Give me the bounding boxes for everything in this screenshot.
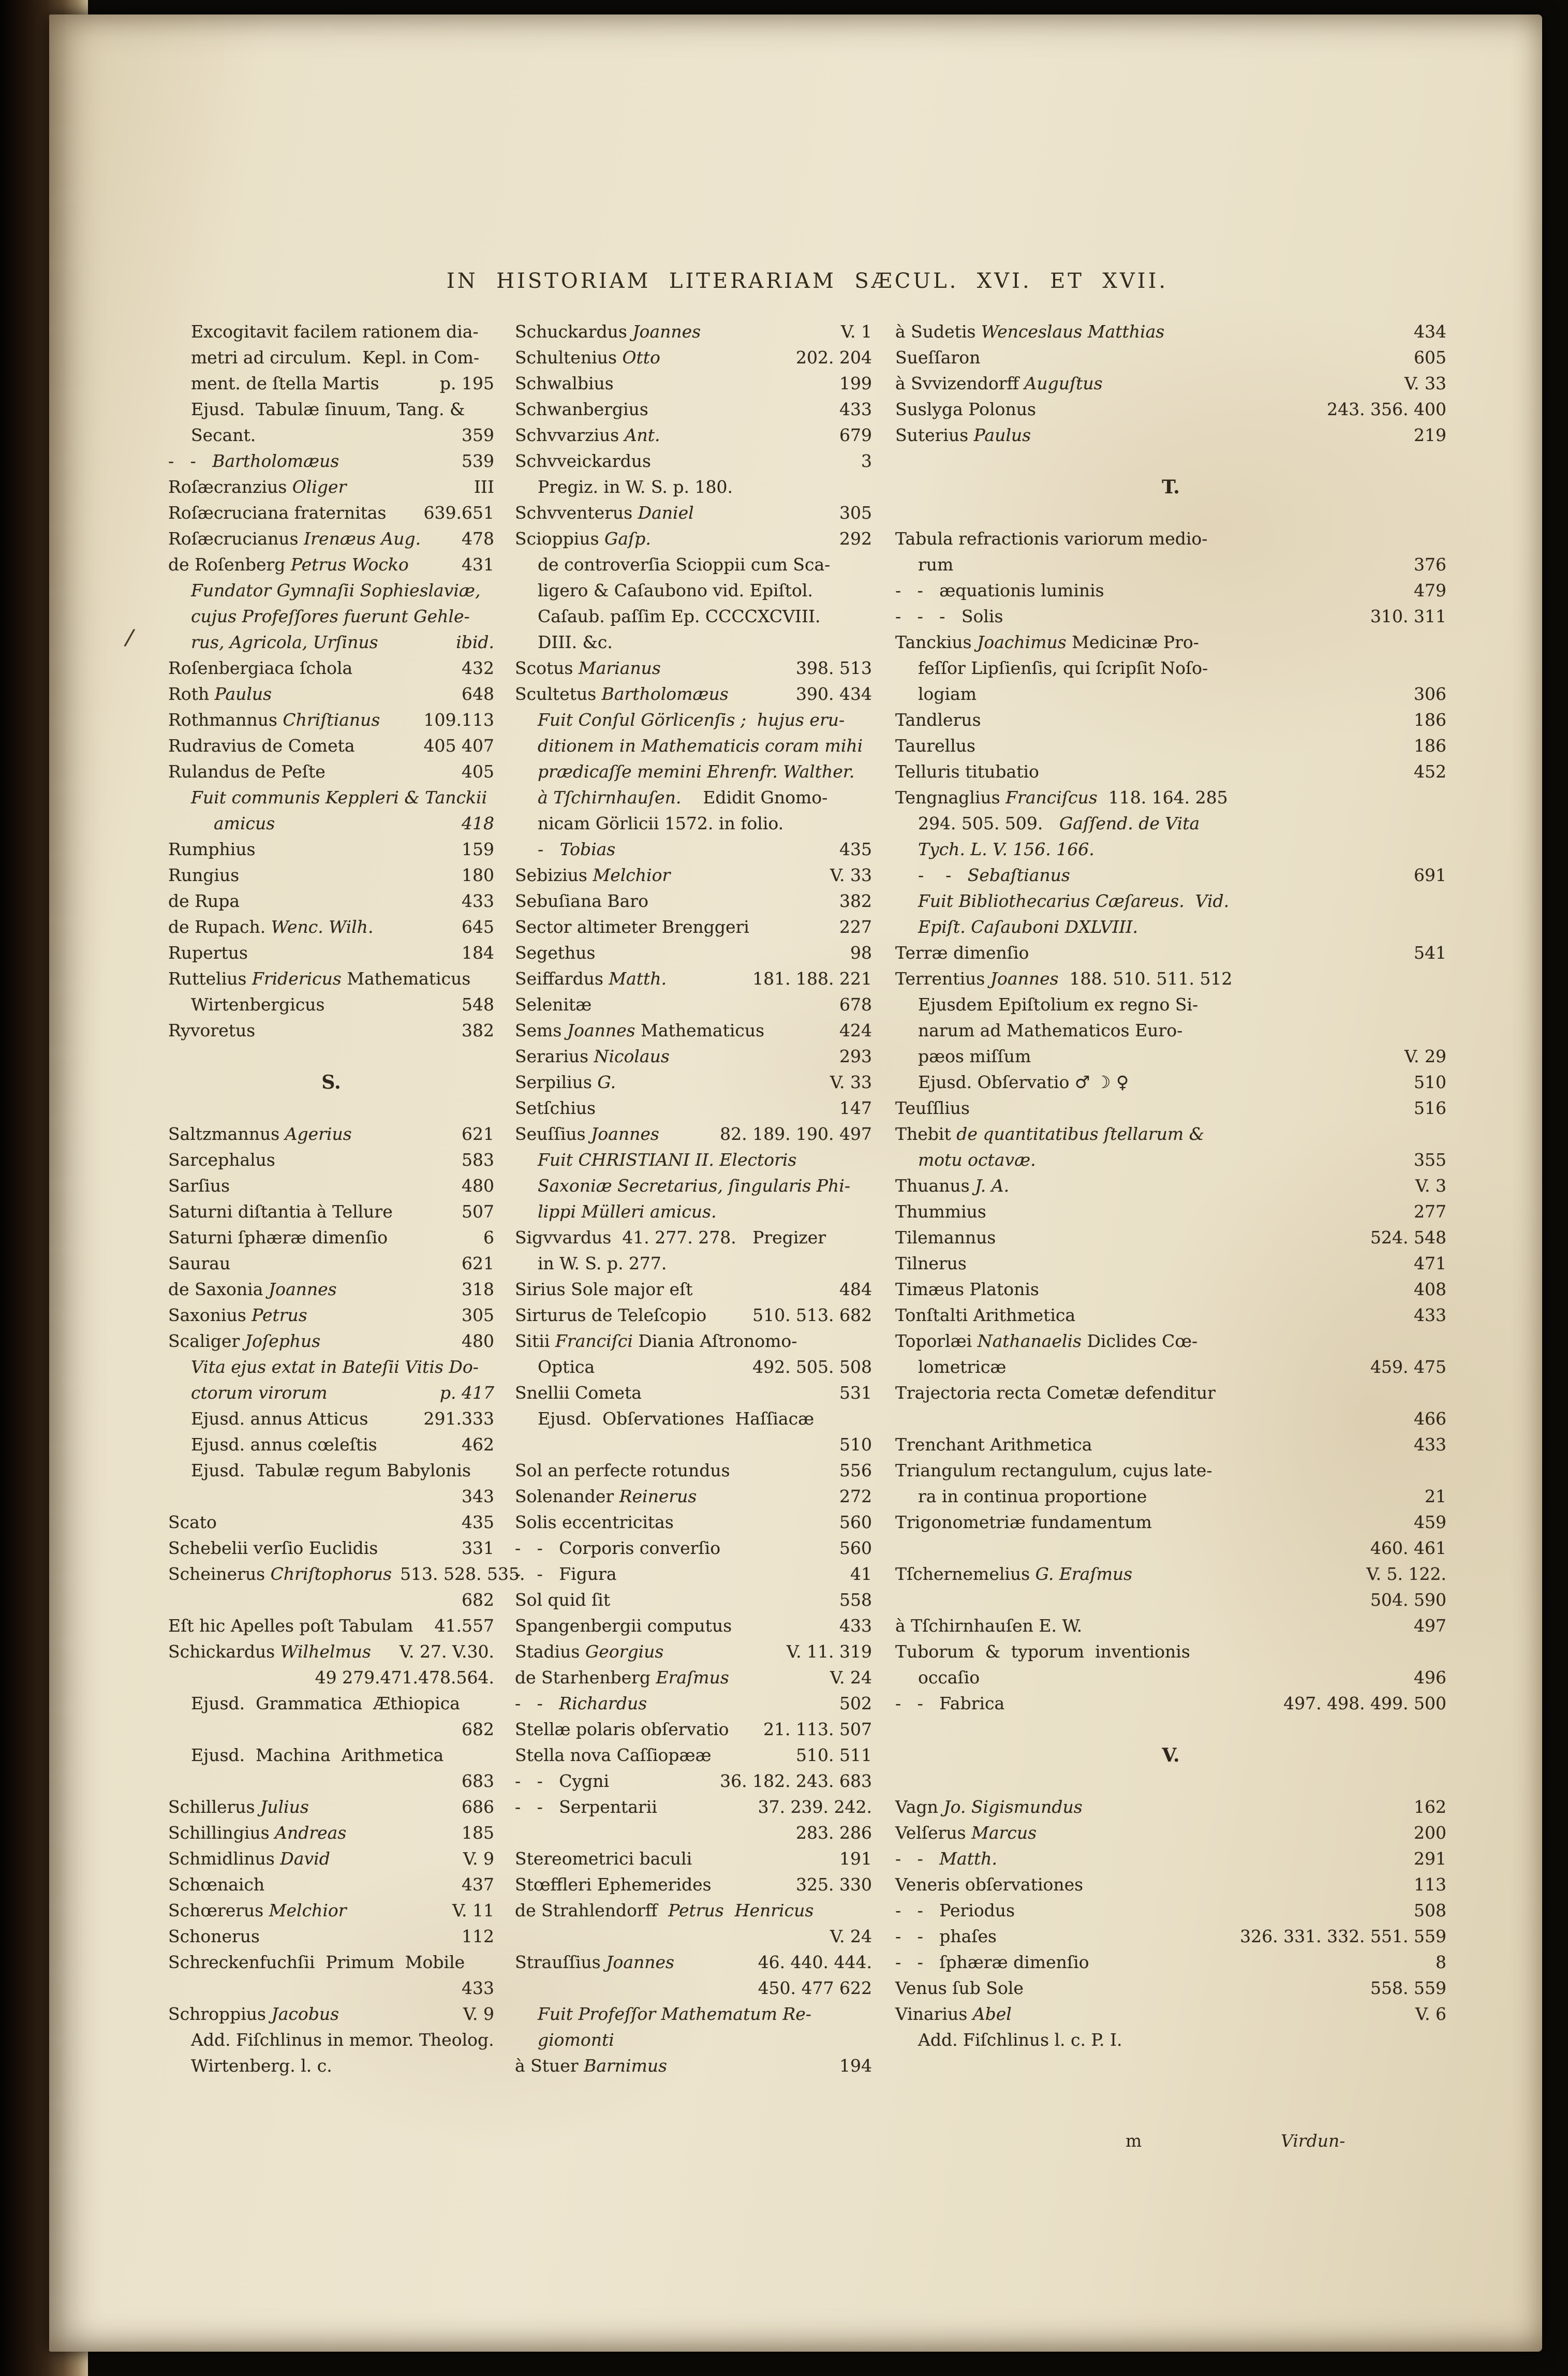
index-line: Stellæ polaris obſervatio 21. 113. 507: [515, 1719, 872, 1739]
index-line: Sigvvardus 41. 277. 278. Pregizer: [515, 1227, 826, 1248]
index-line: Pregiz. in W. S. p. 180.: [538, 477, 733, 497]
index-line: Add. Fiſchlinus l. c. P. I.: [918, 2030, 1122, 2050]
index-line: 283. 286: [796, 1823, 872, 1843]
index-line: Optica 492. 505. 508: [538, 1357, 872, 1377]
index-line: 510: [839, 1434, 872, 1455]
index-line: nicam Görlicii 1572. in folio.: [538, 813, 784, 833]
index-line: Caſaub. paſſim Ep. CCCCXCVIII.: [538, 606, 821, 626]
index-line: Segethus 98: [515, 943, 872, 963]
index-line: V. 24: [830, 1926, 872, 1946]
index-line: Schwanbergius 433: [515, 399, 872, 419]
index-line: Sirius Sole major eſt 484: [515, 1279, 872, 1299]
index-line: Sirturus de Teleſcopio 510. 513. 682: [515, 1305, 872, 1325]
index-line: 460. 461: [1370, 1538, 1446, 1558]
index-line: Scato 435: [168, 1512, 494, 1532]
index-line: Sebizius Melchior V. 33: [515, 865, 872, 885]
index-line: Scultetus Bartholomæus 390. 434: [515, 684, 872, 704]
index-line: Setſchius 147: [515, 1098, 872, 1118]
index-line: Strauſſius Joannes 46. 440. 444.: [515, 1952, 872, 1972]
index-line: Snellii Cometa 531: [515, 1383, 872, 1403]
index-line: Epiſt. Caſauboni DXLVIII.: [918, 917, 1138, 937]
index-line: Vita ejus extat in Bateſii Vitis Do-: [191, 1357, 479, 1377]
index-line: Schvveickardus 3: [515, 451, 872, 471]
index-line: - - Richardus 502: [515, 1693, 872, 1713]
index-line: - - Corporis converſio 560: [515, 1538, 872, 1558]
signature-mark: m: [1126, 2131, 1142, 2151]
spacer: [895, 448, 1446, 474]
index-line: Tilnerus 471: [895, 1253, 1446, 1273]
index-line: Spangenbergii computus 433: [515, 1616, 872, 1636]
index-line: Scioppius Gaſp. 292: [515, 529, 872, 549]
index-line: Ejusd. annus cœleſtis 462: [191, 1434, 494, 1455]
index-line: Ejusd. Obſervationes Haſſiacæ: [538, 1409, 815, 1429]
index-line: Rumphius 159: [168, 839, 494, 859]
index-line: Ejusd. annus Atticus 291.333: [191, 1409, 494, 1429]
index-line: metri ad circulum. Kepl. in Com-: [191, 347, 480, 368]
index-line: Roſæcruciana fraternitas 639.651: [168, 503, 494, 523]
index-line: 682: [462, 1719, 494, 1739]
index-line: Taurellus 186: [895, 736, 1446, 756]
index-line: Saxoniæ Secretarius, ſingularis Phi-: [538, 1176, 850, 1196]
index-line: Scaliger Joſephus 480: [168, 1331, 494, 1351]
index-line: Stella nova Caſſiopææ 510. 511: [515, 1745, 872, 1765]
book-page: [49, 14, 1542, 2352]
index-column-2: [515, 319, 872, 2079]
index-line: Saturni diſtantia à Tellure 507: [168, 1201, 494, 1222]
index-line: Seiffardus Matth. 181. 188. 221: [515, 969, 872, 989]
index-line: Ejusd. Tabulæ regum Babylonis: [191, 1460, 471, 1480]
index-line: Sol quid ſit 558: [515, 1590, 872, 1610]
index-line: - - Cygni 36. 182. 243. 683: [515, 1771, 872, 1791]
index-line: Vinarius Abel V. 6: [895, 2004, 1446, 2024]
index-line: Schreckenfuchſii Primum Mobile: [168, 1952, 465, 1972]
index-line: Schwalbius 199: [515, 373, 872, 393]
index-line: Roſæcrucianus Irenæus Aug. 478: [168, 529, 494, 549]
index-line: giomonti: [538, 2030, 614, 2050]
index-line: Serpilius G. V. 33: [515, 1072, 872, 1092]
index-line: Selenitæ 678: [515, 994, 872, 1015]
index-line: Venus ſub Sole 558. 559: [895, 1978, 1446, 1998]
index-line: Terrentius Joannes 188. 510. 511. 512: [895, 969, 1233, 989]
index-line: Triangulum rectangulum, cujus late-: [895, 1460, 1212, 1480]
index-line: à Tſchirnhauſen E. W. 497: [895, 1616, 1446, 1636]
index-line: Saxonius Petrus 305: [168, 1305, 494, 1325]
index-column-3: [895, 319, 1446, 2079]
index-line: Tabula refractionis variorum medio-: [895, 529, 1208, 549]
index-line: ditionem in Mathematicis coram mihi: [538, 736, 863, 756]
index-line: Rudravius de Cometa 405 407: [168, 736, 494, 756]
index-line: Fuit Conſul Görlicenſis ; hujus eru-: [538, 710, 845, 730]
index-line: 294. 505. 509. Gaſſend. de Vita: [918, 813, 1200, 833]
index-line: à Tſchirnhauſen. Edidit Gnomo-: [538, 787, 828, 808]
index-line: - - Bartholomæus 539: [168, 451, 494, 471]
index-line: Rungius 180: [168, 865, 494, 885]
index-line: - - æquationis luminis 479: [895, 580, 1446, 600]
index-line: feſſor Lipſienſis, qui ſcripſit Noſo-: [918, 658, 1208, 678]
index-line: de Rupach. Wenc. Wilh. 645: [168, 917, 494, 937]
index-line: Sitii Franciſci Diania Aſtronomo-: [515, 1331, 797, 1351]
index-line: narum ad Mathematicos Euro-: [918, 1020, 1183, 1040]
index-line: Tanckius Joachimus Medicinæ Pro-: [895, 632, 1199, 652]
index-line: Schvventerus Daniel 305: [515, 503, 872, 523]
index-line: Schultenius Otto 202. 204: [515, 347, 872, 368]
index-line: Schœnaich 437: [168, 1874, 494, 1895]
page-header: IN HISTORIAM LITERARIAM SÆCUL. XVI. ET XVII.: [446, 269, 1168, 293]
index-line: - - Fabrica 497. 498. 499. 500: [895, 1693, 1446, 1713]
index-line: Schœrerus Melchior V. 11: [168, 1900, 494, 1920]
index-line: à Svvizendorff Auguſtus V. 33: [895, 373, 1446, 393]
index-line: Fuit Bibliothecarius Cæſareus. Vid.: [918, 891, 1230, 911]
index-line: Stadius Georgius V. 11. 319: [515, 1641, 872, 1662]
index-line: Sueſſaron 605: [895, 347, 1446, 368]
index-line: Tonſtalti Arithmetica 433: [895, 1305, 1446, 1325]
index-line: 504. 590: [1370, 1590, 1446, 1610]
index-column-1: [168, 319, 525, 2079]
index-line: Scheinerus Chriſtophorus 513. 528. 535.: [168, 1564, 525, 1584]
spacer: [168, 1044, 494, 1069]
index-line: Telluris titubatio 452: [895, 761, 1446, 782]
index-line: 466: [1414, 1409, 1446, 1429]
index-line: 433: [462, 1978, 494, 1998]
index-line: 450. 477 622: [758, 1978, 872, 1998]
index-line: Seuſſius Joannes 82. 189. 190. 497: [515, 1124, 872, 1144]
index-line: Fuit communis Keppleri & Tanckii: [191, 787, 487, 808]
index-line: logiam 306: [918, 684, 1446, 704]
index-line: Terræ dimenſio 541: [895, 943, 1446, 963]
index-line: Fundator Gymnaſii Sophieslaviæ,: [191, 580, 481, 600]
index-line: Velſerus Marcus 200: [895, 1823, 1446, 1843]
index-line: in W. S. p. 277.: [538, 1253, 667, 1273]
index-line: Saturni ſphæræ dimenſio 6: [168, 1227, 494, 1248]
index-line: lippi Mülleri amicus.: [538, 1201, 717, 1222]
index-line: Tuborum & typorum inventionis: [895, 1641, 1190, 1662]
index-line: Thebit de quantitatibus ſtellarum &: [895, 1124, 1205, 1144]
page-footer: [168, 2131, 1446, 2157]
index-line: Roſæcranzius Oliger III: [168, 477, 494, 497]
index-line: Saltzmannus Agerius 621: [168, 1124, 494, 1144]
index-line: 683: [462, 1771, 494, 1791]
index-line: Rothmannus Chriſtianus 109.113: [168, 710, 494, 730]
index-line: rus, Agricola, Urſinus ibid.: [191, 632, 494, 652]
index-line: Add. Fiſchlinus in memor. Theolog.: [191, 2030, 494, 2050]
index-line: rum 376: [918, 554, 1446, 575]
section-heading: V.: [1162, 1744, 1180, 1766]
index-line: - - Periodus 508: [895, 1900, 1446, 1920]
index-line: ctorum virorum p. 417: [191, 1383, 494, 1403]
section-heading: S.: [321, 1072, 341, 1093]
index-line: - - - Solis 310. 311: [895, 606, 1446, 626]
spacer: [895, 1768, 1446, 1794]
index-line: Scotus Marianus 398. 513: [515, 658, 872, 678]
index-line: DIII. &c.: [538, 632, 613, 652]
index-line: Toporlæi Nathanaelis Diclides Cœ-: [895, 1331, 1198, 1351]
index-line: Schroppius Jacobus V. 9: [168, 2004, 494, 2024]
index-line: de Roſenberg Petrus Wocko 431: [168, 554, 494, 575]
index-line: à Stuer Barnimus 194: [515, 2056, 872, 2076]
index-line: Schebelii verſio Euclidis 331: [168, 1538, 494, 1558]
index-line: Sems Joannes Mathematicus 424: [515, 1020, 872, 1040]
index-line: Ejusd. Tabulæ ſinuum, Tang. &: [191, 399, 465, 419]
index-line: Eſt hic Apelles poſt Tabulam 41.557: [168, 1616, 494, 1636]
index-line: 343: [462, 1486, 494, 1506]
index-line: Solis eccentricitas 560: [515, 1512, 872, 1532]
index-columns: [168, 319, 1446, 2079]
index-line: Fuit Profeſſor Mathematum Re-: [538, 2004, 811, 2024]
index-line: - - Sebaſtianus 691: [918, 865, 1446, 885]
index-line: lometricæ 459. 475: [918, 1357, 1446, 1377]
index-line: Schickardus Wilhelmus V. 27. V.30.: [168, 1641, 494, 1662]
index-line: Trajectoria recta Cometæ defenditur: [895, 1383, 1216, 1403]
index-line: Stereometrici baculi 191: [515, 1849, 872, 1869]
index-line: Schvvarzius Ant. 679: [515, 425, 872, 445]
index-line: Excogitavit facilem rationem dia-: [191, 321, 479, 342]
index-line: Serarius Nicolaus 293: [515, 1046, 872, 1066]
index-line: Ejusdem Epiſtolium ex regno Si-: [918, 994, 1199, 1015]
index-line: Ejusd. Machina Arithmetica: [191, 1745, 444, 1765]
index-line: 682: [462, 1590, 494, 1610]
index-line: Saurau 621: [168, 1253, 494, 1273]
index-line: occaſio 496: [918, 1667, 1446, 1688]
index-line: Ryvoretus 382: [168, 1020, 494, 1040]
index-line: Thuanus J. A. V. 3: [895, 1176, 1446, 1196]
index-line: Suslyga Polonus 243. 356. 400: [895, 399, 1446, 419]
index-line: Solenander Reinerus 272: [515, 1486, 872, 1506]
index-line: Roſenbergiaca ſchola 432: [168, 658, 494, 678]
index-line: Tengnaglius Franciſcus 118. 164. 285: [895, 787, 1228, 808]
index-line: Tilemannus 524. 548: [895, 1227, 1446, 1248]
index-line: Secant. 359: [191, 425, 494, 445]
index-line: Stœffleri Ephemerides 325. 330: [515, 1874, 872, 1895]
index-line: Rulandus de Peſte 405: [168, 761, 494, 782]
index-line: Vagn Jo. Sigismundus 162: [895, 1797, 1446, 1817]
index-line: Schonerus 112: [168, 1926, 494, 1946]
index-line: Sarcephalus 583: [168, 1150, 494, 1170]
spacer: [895, 1717, 1446, 1742]
index-line: Schillerus Julius 686: [168, 1797, 494, 1817]
index-line: Wirtenbergicus 548: [191, 994, 494, 1015]
margin-mark: /: [123, 624, 136, 651]
index-line: motu octavæ. 355: [918, 1150, 1446, 1170]
index-line: Schuckardus Joannes V. 1: [515, 321, 872, 342]
index-line: Sol an perfecte rotundus 556: [515, 1460, 872, 1480]
index-line: Wirtenberg. l. c.: [191, 2056, 332, 2076]
index-line: de Strahlendorff Petrus Henricus: [515, 1900, 814, 1920]
index-line: de Rupa 433: [168, 891, 494, 911]
index-line: Schillingius Andreas 185: [168, 1823, 494, 1843]
index-line: Trigonometriæ fundamentum 459: [895, 1512, 1446, 1532]
index-line: Tych. L. V. 156. 166.: [918, 839, 1094, 859]
index-line: Tſchernemelius G. Eraſmus V. 5. 122.: [895, 1564, 1446, 1584]
index-line: prædicaſſe memini Ehrenfr. Walther.: [538, 761, 855, 782]
index-line: Fuit CHRISTIANI II. Electoris: [538, 1150, 797, 1170]
index-line: Rupertus 184: [168, 943, 494, 963]
index-line: - Tobias 435: [538, 839, 872, 859]
index-line: - - phaſes 326. 331. 332. 551. 559: [895, 1926, 1446, 1946]
spacer: [168, 1095, 494, 1121]
section-heading: T.: [1162, 476, 1180, 498]
index-line: pæos miſſum V. 29: [918, 1046, 1446, 1066]
index-line: de Saxonia Joannes 318: [168, 1279, 494, 1299]
catchword: Virdun-: [1281, 2131, 1345, 2151]
index-line: 49 279.471.478.564.: [315, 1667, 494, 1688]
index-line: amicus 418: [214, 813, 494, 833]
index-line: cujus Profeſſores fuerunt Gehle-: [191, 606, 470, 626]
index-line: Roth Paulus 648: [168, 684, 494, 704]
index-line: de Starhenberg Eraſmus V. 24: [515, 1667, 872, 1688]
index-line: Suterius Paulus 219: [895, 425, 1446, 445]
index-line: Trenchant Arithmetica 433: [895, 1434, 1446, 1455]
index-line: Ejusd. Grammatica Æthiopica: [191, 1693, 460, 1713]
index-line: ra in continua proportione 21: [918, 1486, 1446, 1506]
index-line: Veneris obſervationes 113: [895, 1874, 1446, 1895]
index-line: Timæus Platonis 408: [895, 1279, 1446, 1299]
index-line: - - ſphæræ dimenſio 8: [895, 1952, 1446, 1972]
index-line: Schmidlinus David V. 9: [168, 1849, 494, 1869]
index-line: Tandlerus 186: [895, 710, 1446, 730]
index-line: à Sudetis Wenceslaus Matthias 434: [895, 321, 1446, 342]
index-line: Ejusd. Obſervatio ♂ ☽ ♀ 510: [918, 1072, 1446, 1092]
index-line: - - Serpentarii 37. 239. 242.: [515, 1797, 872, 1817]
index-line: - - Matth. 291: [895, 1849, 1446, 1869]
index-line: Sebuſiana Baro 382: [515, 891, 872, 911]
index-line: ment. de ſtella Martis p. 195: [191, 373, 494, 393]
index-line: Sarſius 480: [168, 1176, 494, 1196]
spacer: [895, 500, 1446, 526]
index-line: de controverſia Scioppii cum Sca-: [538, 554, 831, 575]
index-line: ligero & Caſaubono vid. Epiſtol.: [538, 580, 813, 600]
index-line: Teuſſlius 516: [895, 1098, 1446, 1118]
index-line: Sector altimeter Brenggeri 227: [515, 917, 872, 937]
index-line: Thummius 277: [895, 1201, 1446, 1222]
index-line: Ruttelius Fridericus Mathematicus: [168, 969, 471, 989]
index-line: - - Figura 41: [515, 1564, 872, 1584]
